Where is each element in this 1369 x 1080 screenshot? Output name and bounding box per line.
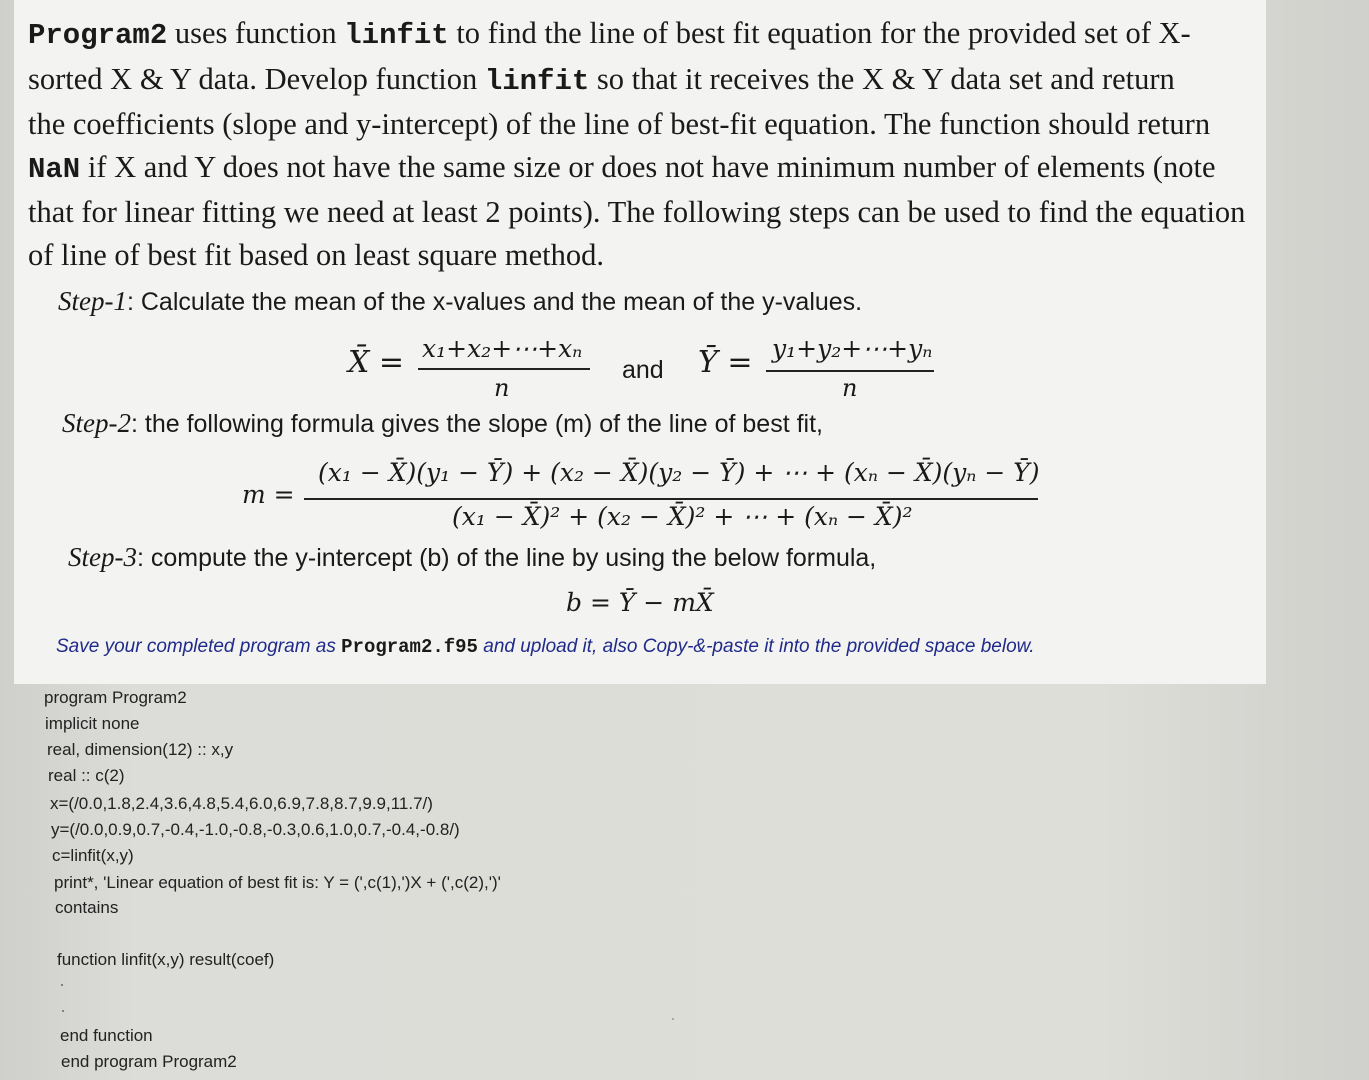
code-line: real, dimension(12) :: x,y	[47, 740, 234, 759]
step-3-text: : compute the y-intercept (b) of the line by using the below formula,	[136, 544, 877, 572]
save-note-text: and upload it, also Copy-&-paste it into the provided space below.	[477, 636, 1035, 657]
code-line: contains	[55, 898, 119, 917]
slope-numerator: (x₁ − X̄)(y₁ − Ȳ) + (x₂ − X̄)(y₂ − Ȳ) + ⋯ + (xₙ − X̄)(yₙ − Ȳ)	[318, 458, 1040, 487]
question-line-6	[28, 234, 1258, 277]
step-2-label: Step-2	[62, 408, 131, 438]
step-1-label: Step-1	[58, 286, 127, 316]
step-3	[68, 542, 876, 573]
cursor-dot	[62, 1010, 64, 1012]
step-2	[62, 408, 823, 439]
question-text: of line of best fit based on least square method.	[28, 237, 604, 272]
ybar-numerator: y₁+y₂+⋯+yₙ	[772, 334, 933, 363]
slope-denominator: (x₁ − X̄)² + (x₂ − X̄)² + ⋯ + (xₙ − X̄)²	[452, 502, 913, 531]
step-2-text: : the following formula gives the slope (m) of the line of best fit,	[130, 410, 823, 438]
question-text: to find the line of best fit equation for the provided set of X-	[448, 16, 1191, 50]
code-line: end program Program2	[61, 1052, 237, 1071]
question-text: that for linear fitting we need at least 2 points). The following steps can be used to find the equation	[28, 195, 1246, 229]
nan-code: NaN	[28, 152, 81, 186]
code-line: program Program2	[44, 688, 187, 707]
intercept-formula: b = Ȳ − mX̄	[566, 588, 714, 617]
ybar-fraction-bar	[766, 370, 934, 372]
question-panel	[14, 0, 1266, 684]
xbar-denominator: n	[494, 374, 510, 402]
question-line-5	[28, 191, 1258, 234]
question-line-2	[28, 58, 1258, 104]
linfit-code: linfit	[484, 64, 590, 98]
question-text: sorted X & Y data. Develop function	[28, 61, 485, 96]
answer-textbox[interactable]	[0, 684, 1369, 1080]
cursor-dot	[61, 984, 63, 986]
xbar-numerator: x₁+x₂+⋯+xₙ	[422, 334, 583, 363]
question-line-3	[28, 103, 1258, 146]
xbar-fraction-bar	[418, 368, 590, 370]
code-line: real :: c(2)	[48, 766, 125, 785]
step-1	[58, 286, 862, 317]
question-text: so that it receives the X & Y data set and return	[589, 61, 1175, 96]
code-line: print*, 'Linear equation of best fit is: Y = (',c(1),')X + (',c(2),')'	[54, 873, 501, 892]
question-text: if X and Y does not have the same size or does not have minimum number of elements (note	[80, 149, 1216, 184]
question-text: the coefficients (slope and y-intercept) of the line of best-fit equation. The function should return	[28, 107, 1211, 141]
save-filename: Program2.f95	[341, 636, 478, 658]
question-text: uses function	[167, 16, 345, 50]
m-lhs: m =	[242, 480, 295, 509]
save-note-text: Save your completed program as	[56, 636, 342, 657]
code-line: implicit none	[45, 714, 140, 733]
code-line: end function	[60, 1026, 153, 1045]
linfit-code: linfit	[344, 19, 449, 52]
code-line: c=linfit(x,y)	[52, 846, 134, 865]
question-line-1	[28, 12, 1258, 58]
ybar-denominator: n	[842, 374, 858, 402]
question-line-4	[28, 146, 1258, 192]
ybar-lhs: Ȳ =	[698, 345, 753, 380]
save-instruction	[56, 636, 1035, 658]
and-label: and	[622, 356, 664, 384]
step-3-label: Step-3	[68, 542, 137, 572]
slope-fraction-bar	[304, 498, 1038, 500]
code-line: y=(/0.0,0.9,0.7,-0.4,-1.0,-0.8,-0.3,0.6,1.0,0.7,-0.4,-0.8/)	[51, 820, 460, 839]
code-line: function linfit(x,y) result(coef)	[57, 950, 275, 969]
program-name-code: Program2	[28, 19, 168, 52]
question-paragraph	[28, 12, 1258, 276]
speck	[672, 1018, 674, 1020]
step-1-text: : Calculate the mean of the x-values and the mean of the y-values.	[126, 288, 863, 316]
code-line: x=(/0.0,1.8,2.4,3.6,4.8,5.4,6.0,6.9,7.8,8.7,9.9,11.7/)	[50, 794, 433, 813]
xbar-lhs: X̄ =	[348, 345, 405, 380]
